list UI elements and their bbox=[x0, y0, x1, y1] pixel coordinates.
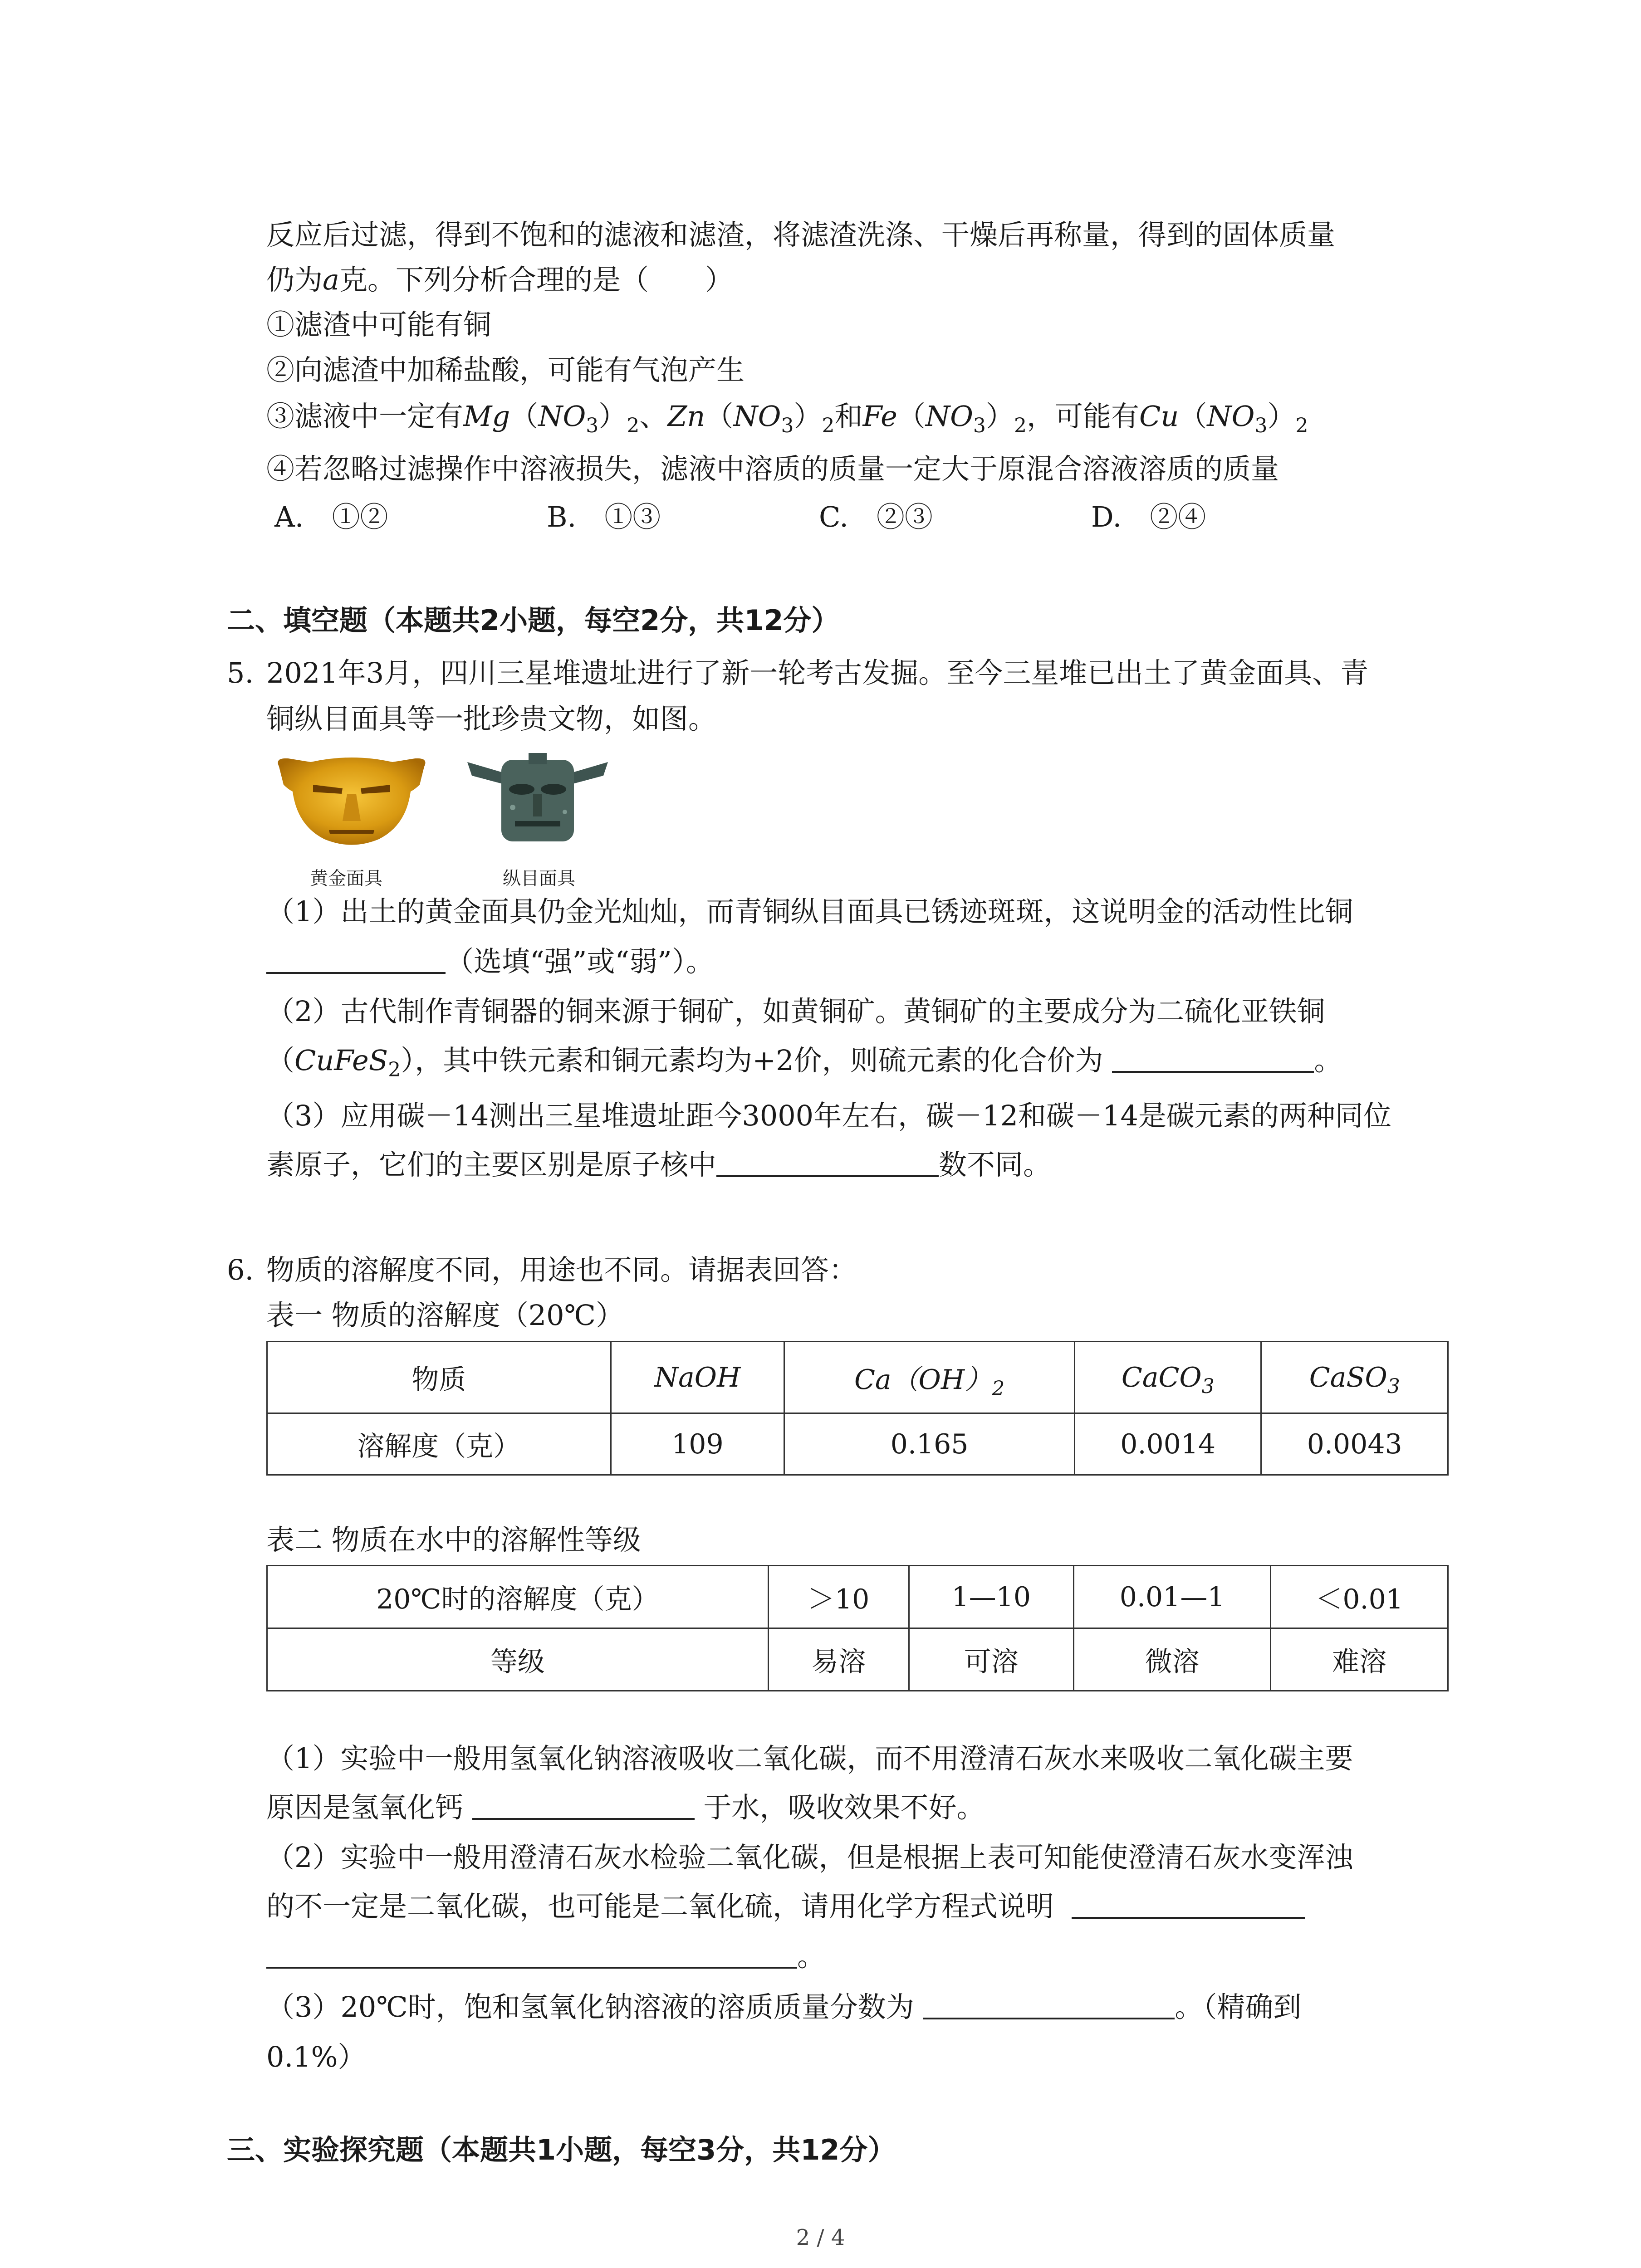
table-cell: 109 bbox=[611, 1413, 784, 1475]
q4-line1: 反应后过滤，得到不饱和的滤液和滤渣，将滤渣洗涤、干燥后再称量，得到的固体质量 bbox=[266, 218, 1336, 251]
gold-mask-caption: 黄金面具 bbox=[310, 868, 382, 889]
table-header-cell: $Ca(OH)_2$ bbox=[784, 1342, 1075, 1413]
q5-number: 5. bbox=[227, 656, 254, 689]
page-number: 2 / 4 bbox=[796, 2225, 845, 2250]
table1-caption: 表一 物质的溶解度（20℃） bbox=[266, 1299, 624, 1332]
q5-part1-line2: （选填“强”或“弱”）。 bbox=[266, 943, 714, 980]
q5-line1: 2021年3月，四川三星堆遗址进行了新一轮考古发掘。至今三星堆已出土了黄金面具、青 bbox=[266, 656, 1369, 689]
answer-blank[interactable] bbox=[1112, 1044, 1314, 1073]
q6-part2-line2: 的不一定是二氧化碳，也可能是二氧化硫，请用化学方程式说明 bbox=[266, 1888, 1305, 1925]
table-cell: 0.0043 bbox=[1261, 1413, 1448, 1475]
table-cell: 0.165 bbox=[784, 1413, 1075, 1475]
section-3-title: 三、实验探究题（本题共1小题，每空3分，共12分） bbox=[227, 2133, 896, 2166]
q4-statement-4: ④若忽略过滤操作中溶液损失，滤液中溶质的质量一定大于原混合溶液溶质的质量 bbox=[266, 452, 1279, 485]
table-cell: 溶解度（克） bbox=[267, 1413, 611, 1475]
table-header-cell: 物质 bbox=[267, 1342, 611, 1413]
answer-blank[interactable] bbox=[472, 1791, 695, 1820]
bronze-mask-caption: 纵目面具 bbox=[503, 868, 575, 889]
q5-part1-line1: （1）出土的黄金面具仍金光灿灿，而青铜纵目面具已锈迹斑斑，这说明金的活动性比铜 bbox=[266, 895, 1353, 928]
table-cell: 0.0014 bbox=[1075, 1413, 1261, 1475]
q6-part2-line3: 。 bbox=[266, 1938, 825, 1975]
q4-statement-1: ①滤渣中可能有铜 bbox=[266, 308, 492, 341]
answer-blank[interactable] bbox=[266, 945, 446, 974]
q6-line1: 物质的溶解度不同，用途也不同。请据表回答： bbox=[266, 1253, 857, 1286]
q6-part1-line2: 原因是氢氧化钙 于水，吸收效果不好。 bbox=[266, 1791, 985, 1824]
table-header-cell: NaOH bbox=[611, 1342, 784, 1413]
q5-part3-line2: 素原子，它们的主要区别是原子核中 数不同。 bbox=[266, 1148, 1052, 1181]
table-header-cell: ＜0.01 bbox=[1271, 1566, 1448, 1628]
q4-line2: 仍为a克。下列分析合理的是（ ） bbox=[266, 263, 733, 296]
q6-number: 6. bbox=[227, 1253, 254, 1286]
q6-part3-line1: （3）20℃时，饱和氢氧化钠溶液的溶质质量分数为 。（精确到 bbox=[266, 1990, 1302, 2024]
q6-part3-line2: 0.1%） bbox=[266, 2040, 366, 2073]
table-cell: 微溶 bbox=[1073, 1628, 1270, 1691]
table-header-cell: 0.01—1 bbox=[1073, 1566, 1270, 1628]
solubility-grade-table bbox=[266, 1565, 1449, 1691]
q4-option-c[interactable]: C. ②③ bbox=[819, 500, 933, 533]
table-cell: 难溶 bbox=[1271, 1628, 1448, 1691]
q6-part1-line1: （1）实验中一般用氢氧化钠溶液吸收二氧化碳，而不用澄清石灰水来吸收二氧化碳主要 bbox=[266, 1742, 1353, 1775]
bronze-mask-image bbox=[463, 748, 612, 848]
table2-caption: 表二 物质在水中的溶解性等级 bbox=[266, 1523, 641, 1556]
q4-option-b[interactable]: B. ①③ bbox=[547, 500, 661, 533]
answer-blank[interactable] bbox=[716, 1148, 939, 1177]
q6-part2-line1: （2）实验中一般用澄清石灰水检验二氧化碳，但是根据上表可知能使澄清石灰水变浑浊 bbox=[266, 1841, 1353, 1874]
section-2-title: 二、填空题（本题共2小题，每空2分，共12分） bbox=[227, 604, 840, 637]
gold-mask-image bbox=[270, 748, 433, 853]
q4-statement-3: ③滤液中一定有$Mg(NO_3)_2$、$Zn(NO_3)_2$和$Fe(NO_3)_2$，可能有$Cu(NO_3)_2$ bbox=[266, 400, 1308, 437]
table-header-cell: CaCO$_3$ bbox=[1075, 1342, 1261, 1413]
table-header-cell: ＞10 bbox=[768, 1566, 909, 1628]
table-cell: 等级 bbox=[267, 1628, 769, 1691]
q5-part2-line1: （2）古代制作青铜器的铜来源于铜矿，如黄铜矿。黄铜矿的主要成分为二硫化亚铁铜 bbox=[266, 995, 1325, 1028]
table-header-cell: 20℃时的溶解度（克） bbox=[267, 1566, 769, 1628]
answer-blank[interactable] bbox=[1072, 1890, 1305, 1919]
table-cell: 易溶 bbox=[768, 1628, 909, 1691]
q4-option-d[interactable]: D. ②④ bbox=[1091, 500, 1206, 533]
answer-blank[interactable] bbox=[923, 1990, 1175, 2019]
table-cell: 可溶 bbox=[909, 1628, 1073, 1691]
table-header-cell: 1—10 bbox=[909, 1566, 1073, 1628]
q5-part2-line2: （CuFeS$_2$），其中铁元素和铜元素均为+2价，则硫元素的化合价为 。 bbox=[266, 1044, 1342, 1081]
q4-option-a[interactable]: A. ①② bbox=[274, 500, 388, 533]
q5-part3-line1: （3）应用碳－14测出三星堆遗址距今3000年左右，碳－12和碳－14是碳元素的两种同位 bbox=[266, 1099, 1391, 1132]
solubility-table bbox=[266, 1341, 1449, 1476]
answer-blank[interactable] bbox=[266, 1940, 797, 1969]
q4-statement-2: ②向滤渣中加稀盐酸，可能有气泡产生 bbox=[266, 353, 745, 386]
q5-line2: 铜纵目面具等一批珍贵文物，如图。 bbox=[266, 702, 717, 735]
table-header-cell: CaSO$_3$ bbox=[1261, 1342, 1448, 1413]
